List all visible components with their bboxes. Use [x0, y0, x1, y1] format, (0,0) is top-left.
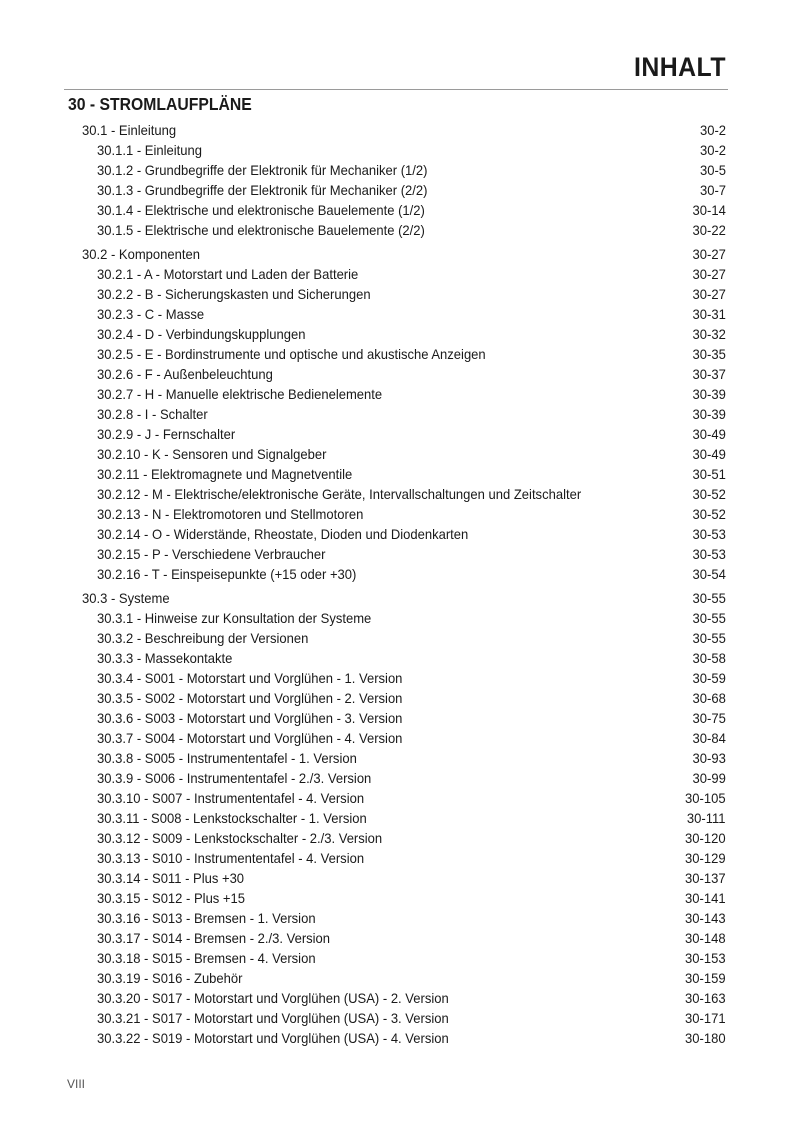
toc-section-entry[interactable]: [0, 120, 794, 140]
toc-entry-title: 30.3.2 - Beschreibung der Versionen: [97, 630, 309, 646]
toc-entry-title: 30.3.7 - S004 - Motorstart und Vorglühen - 4. Version: [97, 730, 403, 746]
toc-entry-page: 30-163: [685, 990, 726, 1006]
toc-entry-title: 30.1.1 - Einleitung: [97, 142, 202, 158]
toc-entry-page: 30-59: [692, 670, 726, 686]
toc-subsection-entry[interactable]: [0, 708, 794, 728]
toc-subsection-entry[interactable]: [0, 160, 794, 180]
toc-entry-title: 30.1 - Einleitung: [82, 122, 177, 138]
toc-entry-page: 30-27: [692, 246, 726, 262]
page-number: VIII: [67, 1077, 86, 1091]
toc-entry-page: 30-52: [692, 486, 726, 502]
toc-entry-title: 30.3.14 - S011 - Plus +30: [97, 870, 245, 886]
toc-entry-page: 30-55: [692, 630, 726, 646]
toc-entry-page: 30-52: [692, 506, 726, 522]
toc-entry-title: 30.2.1 - A - Motorstart und Laden der Batterie: [97, 266, 359, 282]
toc-entry-page: 30-51: [692, 466, 726, 482]
toc-subsection-entry[interactable]: [0, 668, 794, 688]
toc-subsection-entry[interactable]: [0, 1008, 794, 1028]
toc-entry-page: 30-99: [692, 770, 726, 786]
toc-subsection-entry[interactable]: [0, 808, 794, 828]
toc-subsection-entry[interactable]: [0, 828, 794, 848]
toc-entry-title: 30.1.2 - Grundbegriffe der Elektronik für Mechaniker (1/2): [97, 162, 428, 178]
toc-entry-title: 30.2.5 - E - Bordinstrumente und optische und akustische Anzeigen: [97, 346, 486, 362]
toc-entry-title: 30.3.21 - S017 - Motorstart und Vorglühen (USA) - 3. Version: [97, 1010, 449, 1026]
toc-entry-page: 30-141: [685, 890, 726, 906]
toc-entry-title: 30.2 - Komponenten: [82, 246, 200, 262]
toc-entry-title: 30.2.9 - J - Fernschalter: [97, 426, 236, 442]
toc-subsection-entry[interactable]: [0, 628, 794, 648]
toc-subsection-entry[interactable]: [0, 928, 794, 948]
toc-entry-page: 30-35: [692, 346, 726, 362]
toc-entry-title: 30.2.4 - D - Verbindungskupplungen: [97, 326, 306, 342]
toc-entry-title: 30.3.10 - S007 - Instrumententafel - 4. Version: [97, 790, 365, 806]
toc-entry-page: 30-31: [692, 306, 726, 322]
toc-entry-page: 30-105: [685, 790, 726, 806]
toc-entry-page: 30-171: [685, 1010, 726, 1026]
toc-subsection-entry[interactable]: [0, 484, 794, 504]
toc-entry-page: 30-32: [692, 326, 726, 342]
toc-entry-title: 30.3.13 - S010 - Instrumententafel - 4. Version: [97, 850, 365, 866]
toc-entry-page: 30-14: [692, 202, 726, 218]
toc-subsection-entry[interactable]: [0, 424, 794, 444]
toc-entry-title: 30.3.20 - S017 - Motorstart und Vorglühen (USA) - 2. Version: [97, 990, 449, 1006]
toc-entry-page: 30-75: [692, 710, 726, 726]
toc-entry-title: 30.3.22 - S019 - Motorstart und Vorglühen (USA) - 4. Version: [97, 1030, 449, 1046]
toc-entry-page: 30-39: [692, 406, 726, 422]
toc-subsection-entry[interactable]: [0, 324, 794, 344]
toc-entry-title: 30.3.1 - Hinweise zur Konsultation der Systeme: [97, 610, 372, 626]
toc-entry-title: 30.2.6 - F - Außenbeleuchtung: [97, 366, 273, 382]
toc-subsection-entry[interactable]: [0, 504, 794, 524]
toc-entry-title: 30.1.5 - Elektrische und elektronische Bauelemente (2/2): [97, 222, 425, 238]
toc-entry-page: 30-120: [685, 830, 726, 846]
toc-entry-page: 30-58: [692, 650, 726, 666]
toc-subsection-entry[interactable]: [0, 728, 794, 748]
toc-subsection-entry[interactable]: [0, 140, 794, 160]
toc-entry-title: 30.3.18 - S015 - Bremsen - 4. Version: [97, 950, 316, 966]
toc-subsection-entry[interactable]: [0, 848, 794, 868]
toc-entry-title: 30.3.19 - S016 - Zubehör: [97, 970, 243, 986]
toc-entry-title: 30.2.10 - K - Sensoren und Signalgeber: [97, 446, 327, 462]
toc-subsection-entry[interactable]: [0, 544, 794, 564]
toc-entry-title: 30.2.12 - M - Elektrische/elektronische Geräte, Intervallschaltungen und Zeitschalter: [97, 486, 582, 502]
toc-entry-page: 30-54: [692, 566, 726, 582]
toc-entry-title: 30.1.3 - Grundbegriffe der Elektronik für Mechaniker (2/2): [97, 182, 428, 198]
toc-subsection-entry[interactable]: [0, 444, 794, 464]
toc-entry-page: 30-55: [692, 610, 726, 626]
toc-subsection-entry[interactable]: [0, 200, 794, 220]
toc-entry-title: 30.2.14 - O - Widerstände, Rheostate, Dioden und Diodenkarten: [97, 526, 469, 542]
toc-entry-page: 30-68: [692, 690, 726, 706]
toc-entry-page: 30-180: [685, 1030, 726, 1046]
toc-entry-title: 30.3.6 - S003 - Motorstart und Vorglühen - 3. Version: [97, 710, 403, 726]
toc-entry-title: 30.3.15 - S012 - Plus +15: [97, 890, 246, 906]
toc-subsection-entry[interactable]: [0, 384, 794, 404]
toc-subsection-entry[interactable]: [0, 564, 794, 584]
toc-entry-page: 30-22: [692, 222, 726, 238]
toc-entry-title: 30.3.17 - S014 - Bremsen - 2./3. Version: [97, 930, 331, 946]
toc-subsection-entry[interactable]: [0, 464, 794, 484]
toc-entry-page: 30-27: [692, 286, 726, 302]
toc-entry-page: 30-93: [692, 750, 726, 766]
toc-entry-page: 30-129: [685, 850, 726, 866]
toc-subsection-entry[interactable]: [0, 180, 794, 200]
toc-subsection-entry[interactable]: [0, 344, 794, 364]
toc-entry-title: 30.3.11 - S008 - Lenkstockschalter - 1. Version: [97, 810, 367, 826]
toc-section-entry[interactable]: [0, 588, 794, 608]
table-of-contents: [0, 120, 794, 1048]
toc-entry-page: 30-137: [685, 870, 726, 886]
toc-entry-page: 30-49: [692, 446, 726, 462]
toc-subsection-entry[interactable]: [0, 220, 794, 240]
toc-entry-page: 30-153: [685, 950, 726, 966]
toc-subsection-entry[interactable]: [0, 284, 794, 304]
toc-entry-title: 30.3.12 - S009 - Lenkstockschalter - 2./3. Version: [97, 830, 383, 846]
toc-entry-title: 30.2.7 - H - Manuelle elektrische Bedienelemente: [97, 386, 383, 402]
toc-subsection-entry[interactable]: [0, 304, 794, 324]
toc-entry-page: 30-55: [692, 590, 726, 606]
toc-subsection-entry[interactable]: [0, 524, 794, 544]
toc-entry-title: 30.3.8 - S005 - Instrumententafel - 1. Version: [97, 750, 357, 766]
toc-entry-title: 30.3.5 - S002 - Motorstart und Vorglühen - 2. Version: [97, 690, 403, 706]
toc-section-entry[interactable]: [0, 244, 794, 264]
toc-entry-title: 30.3.4 - S001 - Motorstart und Vorglühen - 1. Version: [97, 670, 403, 686]
toc-entry-title: 30.2.8 - I - Schalter: [97, 406, 208, 422]
toc-entry-page: 30-37: [692, 366, 726, 382]
toc-subsection-entry[interactable]: [0, 948, 794, 968]
toc-entry-title: 30.2.15 - P - Verschiedene Verbraucher: [97, 546, 326, 562]
toc-entry-title: 30.2.11 - Elektromagnete und Magnetventile: [97, 466, 353, 482]
chapter-title: 30 - STROMLAUFPLÄNE: [68, 94, 252, 114]
toc-subsection-entry[interactable]: [0, 1028, 794, 1048]
toc-subsection-entry[interactable]: [0, 908, 794, 928]
toc-entry-page: 30-49: [692, 426, 726, 442]
toc-entry-title: 30.2.16 - T - Einspeisepunkte (+15 oder +30): [97, 566, 357, 582]
toc-entry-page: 30-5: [699, 162, 726, 178]
toc-subsection-entry[interactable]: [0, 748, 794, 768]
toc-entry-page: 30-159: [685, 970, 726, 986]
toc-entry-title: 30.3.9 - S006 - Instrumententafel - 2./3. Version: [97, 770, 372, 786]
toc-subsection-entry[interactable]: [0, 968, 794, 988]
toc-entry-title: 30.3.3 - Massekontakte: [97, 650, 233, 666]
toc-subsection-entry[interactable]: [0, 364, 794, 384]
toc-entry-title: 30.3.16 - S013 - Bremsen - 1. Version: [97, 910, 316, 926]
toc-entry-page: 30-39: [692, 386, 726, 402]
toc-subsection-entry[interactable]: [0, 988, 794, 1008]
toc-subsection-entry[interactable]: [0, 688, 794, 708]
page-header-title: INHALT: [634, 52, 726, 82]
toc-entry-title: 30.2.13 - N - Elektromotoren und Stellmotoren: [97, 506, 364, 522]
toc-entry-title: 30.3 - Systeme: [82, 590, 170, 606]
toc-subsection-entry[interactable]: [0, 608, 794, 628]
toc-entry-page: 30-53: [692, 546, 726, 562]
toc-subsection-entry[interactable]: [0, 648, 794, 668]
toc-subsection-entry[interactable]: [0, 788, 794, 808]
toc-entry-page: 30-2: [699, 122, 726, 138]
toc-subsection-entry[interactable]: [0, 264, 794, 284]
toc-entry-title: 30.1.4 - Elektrische und elektronische Bauelemente (1/2): [97, 202, 425, 218]
toc-subsection-entry[interactable]: [0, 768, 794, 788]
toc-entry-page: 30-84: [692, 730, 726, 746]
toc-subsection-entry[interactable]: [0, 888, 794, 908]
toc-entry-title: 30.2.3 - C - Masse: [97, 306, 205, 322]
toc-entry-page: 30-7: [699, 182, 726, 198]
header-divider: [64, 89, 728, 90]
toc-entry-page: 30-53: [692, 526, 726, 542]
toc-entry-page: 30-148: [685, 930, 726, 946]
toc-entry-page: 30-2: [699, 142, 726, 158]
toc-entry-page: 30-143: [685, 910, 726, 926]
toc-subsection-entry[interactable]: [0, 868, 794, 888]
toc-subsection-entry[interactable]: [0, 404, 794, 424]
toc-entry-title: 30.2.2 - B - Sicherungskasten und Sicherungen: [97, 286, 371, 302]
toc-entry-page: 30-27: [692, 266, 726, 282]
toc-entry-page: 30-111: [687, 810, 726, 826]
